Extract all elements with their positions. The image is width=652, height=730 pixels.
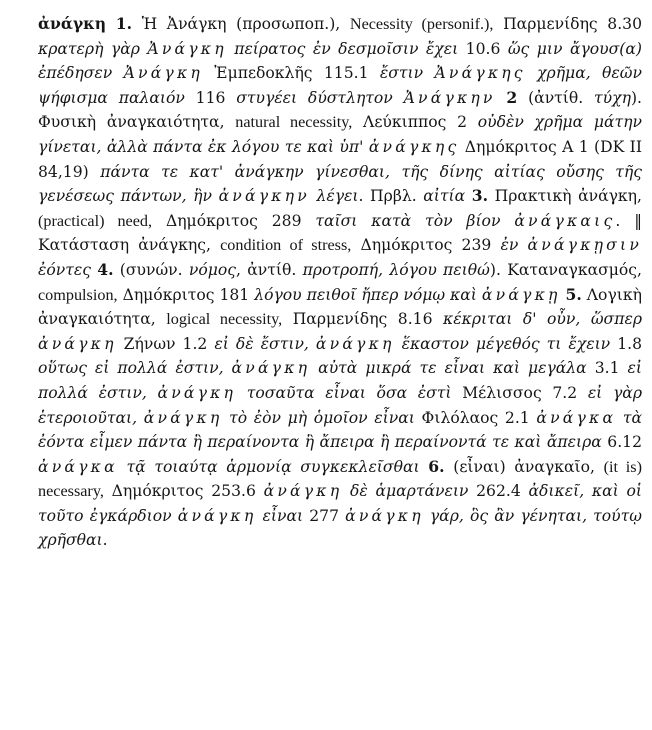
- dictionary-entry: [38, 12, 642, 553]
- entry-text: (συνών.: [119, 260, 189, 279]
- entry-text: . Πρβλ.: [358, 187, 424, 206]
- spaced-quote: Ἀνάγκη: [147, 39, 227, 58]
- spaced-quote: Ἀνάγκη: [123, 64, 203, 83]
- english-gloss: (practical) need,: [38, 211, 153, 230]
- entry-text: εἰ δὲ ἔστιν,: [214, 334, 316, 353]
- entry-text: , ἀντίθ.: [236, 260, 303, 279]
- entry-text: εἰ γὰρ ἑτεροιοῦται,: [38, 383, 642, 427]
- entry-text: ). Φυσικὴ ἀναγκαιότητα,: [38, 88, 642, 132]
- entry-text: (εἶναι) ἀναγκαῖο,: [453, 457, 604, 476]
- entry-text: λόγου πειθοῖ ἤπερ νόμῳ καὶ: [254, 285, 482, 304]
- entry-text: 116: [184, 88, 237, 107]
- spaced-quote: ἀνάγκης: [368, 137, 460, 156]
- entry-text: Δημόκριτος Α 1 (DK II 84,19): [38, 137, 642, 181]
- entry-text: οὐδὲν χρῆμα μάτην γίνεται, ἀλλὰ πάντα ἐκ λόγου τε καὶ ὑπ': [38, 113, 642, 156]
- entry-text: 277: [303, 506, 346, 525]
- entry-text: γάρ, ὃς ἂν γένηται, τούτῳ χρῆσθαι: [38, 506, 643, 550]
- entry-text: Ἡ Ἀνάγκη (προσωποπ.),: [141, 15, 350, 33]
- sense-number: 5.: [565, 284, 582, 304]
- spaced-quote: ἀνάγκη: [231, 359, 311, 378]
- entry-text: Πρακτικὴ ἀνάγκη,: [494, 187, 642, 206]
- sense-number: 6.: [428, 456, 445, 476]
- spaced-quote: ἀνάγκη: [157, 383, 237, 402]
- entry-text: προτροπή, λόγου πειθώ: [302, 260, 490, 279]
- spaced-quote: ἀνάγκῃ: [481, 285, 561, 304]
- entry-text: εἶναι: [256, 506, 304, 525]
- spaced-quote: ἀνάγκαις: [514, 211, 616, 230]
- entry-text: Δημόκριτος 239: [351, 236, 501, 255]
- entry-text: κρατερὴ γὰρ: [38, 39, 148, 58]
- entry-text: ἔστιν: [379, 64, 435, 83]
- entry-text: τᾷ τοιαύτᾳ ἁρμονίᾳ συγκεκλεῖσθαι: [117, 457, 420, 476]
- entry-text: . ‖ Κατάσταση ἀνάγκης,: [38, 211, 643, 255]
- entry-text: Δημόκριτος 289: [152, 211, 316, 230]
- entry-text: ἕκαστον μέγεθός τι ἔχειν: [394, 334, 611, 353]
- entry-text: .: [102, 531, 108, 550]
- entry-text: αἰτία: [423, 187, 466, 206]
- entry-text: Παρμενίδης 8.16: [282, 310, 443, 329]
- entry-text: ἀδικεῖ, καὶ οἱ τοῦτο ἐγκάρδιον: [38, 482, 643, 525]
- english-gloss: condition of stress,: [220, 236, 352, 255]
- entry-text: 1.8: [610, 334, 643, 353]
- spaced-quote: ἀνάγκῃσιν: [527, 236, 642, 255]
- entry-text: ταῖσι κατὰ τὸν βίον: [315, 211, 515, 230]
- spaced-quote: ἀνάγκην: [218, 187, 310, 206]
- sense-number: 3.: [471, 186, 489, 206]
- spaced-quote: ἀνάγκη: [315, 334, 395, 353]
- spaced-quote: Ἀνάγκην: [403, 88, 496, 107]
- sense-number: 2: [506, 87, 518, 107]
- entry-text: ). Καταναγκασμός,: [489, 260, 642, 279]
- english-gloss: (it is) necessary,: [38, 457, 642, 501]
- entry-text: Ἐμπεδοκλῆς 115.1: [202, 64, 380, 83]
- entry-text: τοσαῦτα εἶναι ὅσα ἐστὶ: [236, 383, 452, 402]
- entry-text: Μέλισσος 7.2: [451, 383, 588, 402]
- entry-text: πάντα τε κατ' ἀνάγκην γίνεσθαι, τῆς δίνης αἰτίας οὔσης τῆς γενέσεως πάντων, ἣν: [38, 162, 643, 206]
- entry-text: τύχη: [594, 88, 631, 107]
- entry-text: Δημόκριτος 181: [117, 285, 255, 304]
- entry-text: εἰ πολλά ἐστιν,: [38, 359, 642, 402]
- entry-text: 6.12: [601, 433, 642, 452]
- entry-text: στυγέει δύστλητον: [236, 88, 404, 107]
- sense-number: 4.: [97, 259, 114, 279]
- entry-text: 3.1: [586, 359, 628, 378]
- spaced-quote: ἀνάγκη: [38, 334, 117, 353]
- entry-text: 10.6: [458, 39, 508, 58]
- entry-text: 262.4: [468, 482, 529, 501]
- english-gloss: compulsion,: [38, 285, 118, 304]
- english-gloss: natural necessity,: [235, 113, 353, 132]
- entry-text: Λογικὴ ἀναγκαιότητα,: [38, 285, 642, 329]
- entry-text: (ἀντίθ.: [528, 88, 595, 107]
- entry-text: ἐν: [500, 236, 528, 255]
- entry-text: τὸ ἐὸν μὴ ὁμοῖον εἶναι: [222, 408, 415, 427]
- entry-text: ὥς μιν ἄγουσ(α) ἐπέδησεν: [38, 39, 643, 83]
- entry-text: πείρατος ἐν δεσμοῖσιν ἔχει: [226, 39, 459, 58]
- spaced-quote: ἀνάγκα: [38, 457, 118, 476]
- entry-text: Δημόκριτος 253.6: [103, 482, 264, 501]
- spaced-quote: ἀνάγκη: [177, 506, 257, 525]
- entry-text: Παρμενίδης 8.30: [493, 15, 642, 33]
- entry-text: κέκριται δ' οὖν, ὥσπερ: [443, 310, 642, 329]
- entry-text: χρῆμα, θεῶν ψήφισμα παλαιόν: [38, 64, 642, 107]
- headword: ἀνάγκη: [38, 14, 107, 33]
- sense-number: 1.: [115, 14, 133, 33]
- spaced-quote: ἀνάγκα: [536, 408, 617, 427]
- english-gloss: Necessity (personif.),: [349, 15, 494, 33]
- entry-text: οὕτως εἰ πολλά ἐστιν,: [38, 359, 232, 378]
- spaced-quote: Ἀνάγκης: [434, 64, 526, 83]
- spaced-quote: ἀνάγκη: [263, 482, 343, 501]
- entry-text: Φιλόλαος 2.1: [414, 408, 537, 427]
- entry-text: νόμος: [188, 260, 236, 279]
- english-gloss: logical necessity,: [166, 310, 283, 329]
- entry-text: Λεύκιππος 2: [352, 113, 478, 132]
- entry-text: τὰ ἐόντα εἶμεν πάντα ἢ περαίνοντα ἢ ἄπειρα ἢ περαίνοντά τε καὶ ἄπειρα: [38, 408, 642, 452]
- entry-text: λέγει: [309, 187, 359, 206]
- entry-text: Ζήνων 1.2: [116, 334, 215, 353]
- entry-text: ἐόντες: [38, 260, 91, 279]
- entry-text: αὐτὰ μικρά τε εἶναι καὶ μεγάλα: [310, 359, 587, 378]
- entry-text: δὲ ἁμαρτάνειν: [342, 482, 469, 501]
- spaced-quote: ἀνάγκη: [143, 408, 223, 427]
- spaced-quote: ἀνάγκη: [345, 506, 424, 525]
